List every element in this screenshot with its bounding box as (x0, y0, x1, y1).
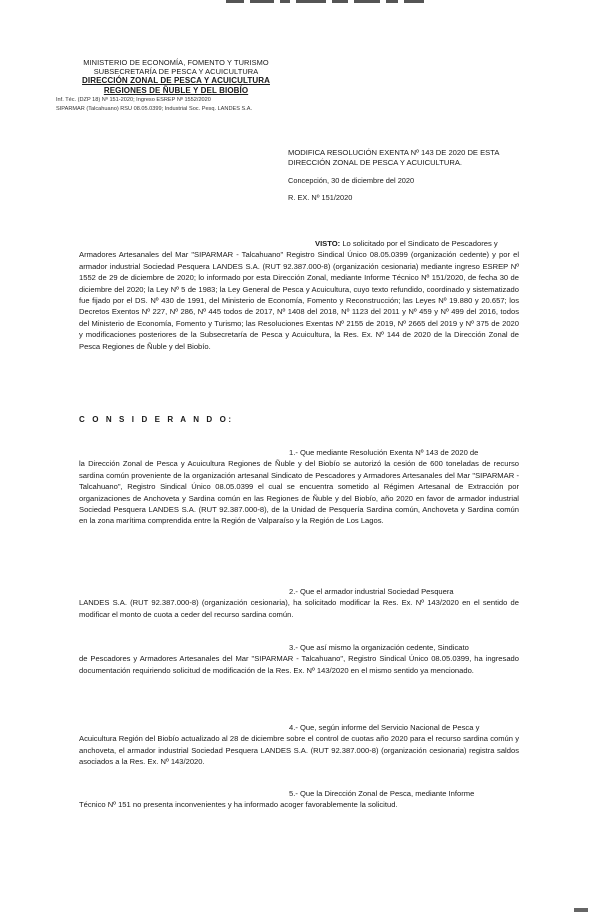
item-1-text: la Dirección Zonal de Pesca y Acuicultura Regiones de Ñuble y del Biobío se autorizó la cesión de 600 toneladas de recurso sardina común proveniente de la organización artesanal Sindicato de Pescadores y Armadores Artesanales del Mar "SIPARMAR - Talcahuano", Registro Sindical Único 08.05.0399 el cual se encuentra sometido al Régimen Artesanal de Extracción por organizaciones de Anchoveta y Sardina común en las Regiones de Ñuble y del Biobío, año 2020 en favor de armador industrial Sociedad Pesquera LANDES S.A. (RUT 92.387.000-8), de la Unidad de Pesquería Sardina común, Anchoveta y Sardina común en la zona marítima comprendida entre la Región de Valparaíso y la Región de Los Lagos. (79, 459, 519, 526)
considerando-heading: C O N S I D E R A N D O: (79, 415, 234, 424)
item-4-first-line: 4.- Que, según informe del Servicio Nacional de Pesca y (289, 723, 480, 732)
considerando-item-1 (79, 447, 519, 527)
considerando-item-4 (79, 722, 519, 768)
resolution-date: Concepción, 30 de diciembre del 2020 (288, 176, 415, 185)
item-2-text: LANDES S.A. (RUT 92.387.000-8) (organización cesionaria), ha solicitado modificar la Res. Ex. Nº 143/2020 en el sentido de modificar el monto de cuota a ceder del recurso sardina común. (79, 598, 519, 619)
letterhead (56, 58, 296, 113)
item-4-text: Acuicultura Región del Biobío actualizado al 28 de diciembre sobre el control de cuotas año 2020 para el recurso sardina común y anchoveta, el armador industrial Sociedad Pesquera LANDES S.A. (RUT 92.387.000-8) (organización cesionaria) registra saldos asociados a la Res. Ex. Nº 143/2020. (79, 734, 519, 767)
visto-label: VISTO: (315, 239, 341, 248)
reference-line-2: SIPARMAR (Talcahuano) RSU 08.05.0399; Industrial Soc. Pesq. LANDES S.A. (56, 106, 253, 113)
resolution-number: R. EX. Nº 151/2020 (288, 193, 353, 202)
item-5-first-line: 5.- Que la Dirección Zonal de Pesca, mediante Informe (289, 789, 475, 798)
scan-footer-mark (574, 908, 588, 912)
item-5-text: Técnico Nº 151 no presenta inconvenientes y ha informado acoger favorablemente la solicitud. (79, 800, 398, 810)
ministry-line: MINISTERIO DE ECONOMÍA, FOMENTO Y TURISMO (83, 58, 269, 67)
undersecretary-line: SUBSECRETARÍA DE PESCA Y ACUICULTURA (93, 67, 259, 77)
item-3-text: de Pescadores y Armadores Artesanales del Mar "SIPARMAR - Talcahuano", Registro Sindical Único 08.05.0399, ha ingresado documentación requiriendo solicitud de modificación de la Res. Ex. Nº 143/2020 en el mismo sentido ya mencionado. (79, 654, 519, 675)
scan-top-marks (226, 0, 424, 3)
visto-text-first: Lo solicitado por el Sindicato de Pescadores y (342, 239, 498, 248)
resolution-title: MODIFICA RESOLUCIÓN EXENTA Nº 143 DE 2020 DE ESTA DIRECCIÓN ZONAL DE PESCA Y ACUICULTURA. (288, 148, 499, 167)
visto-text-rest: Armadores Artesanales del Mar "SIPARMAR - Talcahuano" Registro Sindical Único 08.05.0399 (organización cedente) y por el armador industrial Sociedad Pesquera LANDES S.A. (RUT 92.387.000-8) (organización cesionaria) mediante ingreso ESREP Nº 1552 de 29 de diciembre de 2020; lo informado por esta Dirección Zonal, mediante Informe Técnico Nº 151/2020, de fecha 30 de diciembre del 2020; la Ley Nº 5 de 1983; la Ley General de Pesca y Acuicultura, cuyo texto refundido, coordinado y sistematizado fue fijado por el DS. Nº 430 de 1991, del Ministerio de Economía, Fomento y Reconstrucción; las Leyes Nº 19.880 y 20.657; los Decretos Exentos Nº 227, Nº 286, Nº 445 todos de 2017, Nº 1408 del 2018, Nº 1123 del 2011 y Nº 459 y Nº 499 del 2016, todos del Ministerio de Economía, Fomento y Turismo; las Resoluciones Exentas Nº 2155 de 2019, Nº 2665 del 2019 y Nº 375 de 2020 y modificaciones posteriores de la Subsecretaría de Pesca y Acuicultura, la Res. Ex. Nº 144 de 2020 de la Dirección Zonal de Pesca Regiones de Ñuble y del Biobío. (79, 250, 519, 351)
item-2-first-line: 2.- Que el armador industrial Sociedad Pesquera (289, 587, 454, 596)
direction-line: DIRECCIÓN ZONAL DE PESCA Y ACUICULTURA (82, 76, 270, 86)
considerando-item-2 (79, 586, 519, 620)
visto-paragraph (79, 238, 519, 352)
resolution-block (288, 148, 518, 202)
item-3-first-line: 3.- Que así mismo la organización cedente, Sindicato (289, 643, 469, 652)
item-1-first-line: 1.- Que mediante Resolución Exenta Nº 143 de 2020 de (289, 448, 479, 457)
regions-line: REGIONES DE ÑUBLE Y DEL BIOBÍO (103, 85, 249, 95)
reference-line-1: Inf. Téc. (DZP 18) Nº 151-2020; Ingreso ESREP Nº 1552/2020 (56, 96, 211, 103)
considerando-item-3 (79, 642, 519, 676)
considerando-item-5 (79, 788, 519, 811)
